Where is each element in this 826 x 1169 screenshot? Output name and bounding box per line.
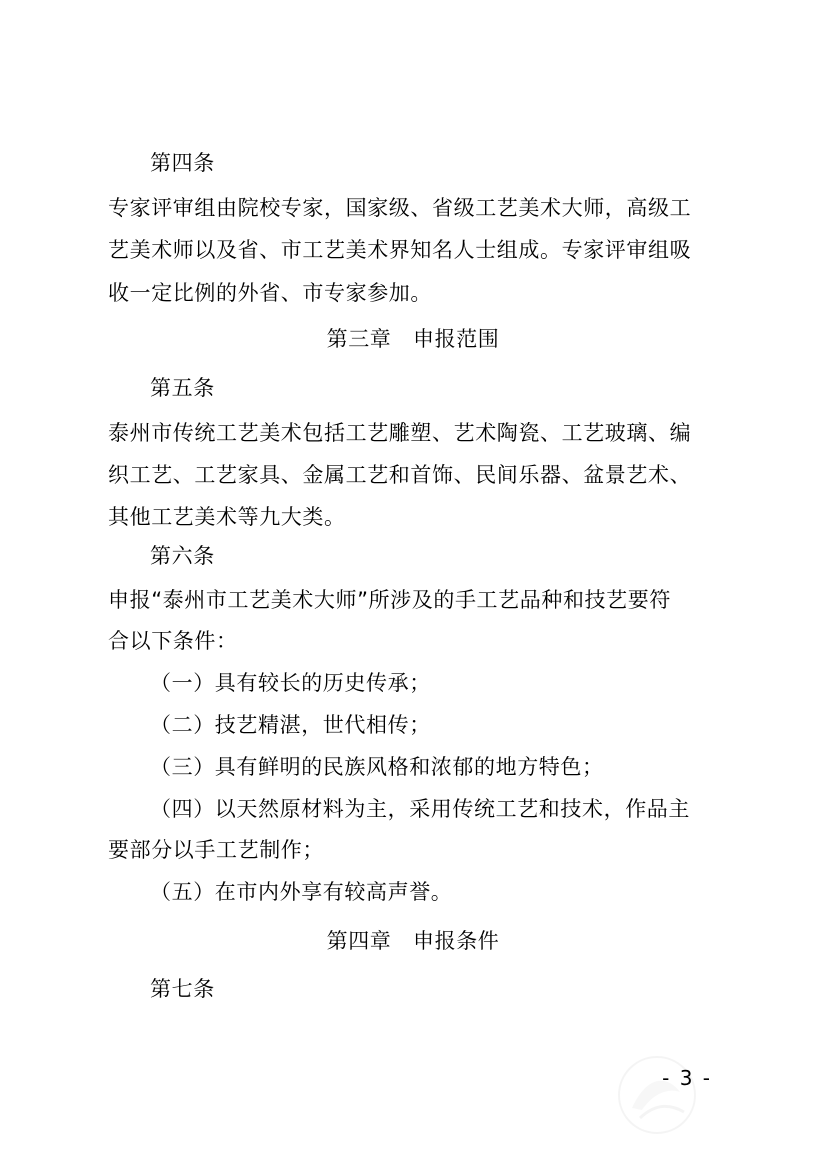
condition-item: （三）具有鲜明的民族风格和浓郁的地方特色；	[150, 755, 604, 779]
watermark-logo-icon	[612, 1050, 702, 1140]
condition-item: （四）以天然原材料为主，采用传统工艺和技术，作品主	[150, 797, 690, 821]
chapter-4-title: 第四章 申报条件	[326, 929, 500, 953]
condition-item: （二）技艺精湛，世代相传；	[150, 713, 431, 737]
article-6-text-line: 申报“泰州市工艺美术大师”所涉及的手工艺品种和技艺要符	[108, 588, 671, 612]
article-5-heading: 第五条	[150, 376, 215, 400]
condition-item: （五）在市内外享有较高声誉。	[150, 880, 453, 904]
article-4-text-line: 专家评审组由院校专家，国家级、省级工艺美术大师，高级工	[108, 196, 692, 220]
page-number: - 3 -	[662, 1066, 712, 1090]
chapter-3-title: 第三章 申报范围	[326, 327, 500, 351]
article-4-text-line: 收一定比例的外省、市专家参加。	[108, 281, 432, 305]
condition-item-continued: 要部分以手工艺制作；	[108, 838, 324, 862]
article-5-text-line: 织工艺、工艺家具、金属工艺和首饰、民间乐器、盆景艺术、	[108, 463, 692, 487]
article-4-heading: 第四条	[150, 151, 215, 175]
article-5-text-line: 泰州市传统工艺美术包括工艺雕塑、艺术陶瓷、工艺玻璃、编	[108, 421, 692, 445]
article-6-heading: 第六条	[150, 544, 215, 568]
article-5-text-line: 其他工艺美术等九大类。	[108, 505, 346, 529]
article-7-heading: 第七条	[150, 977, 215, 1001]
condition-item: （一）具有较长的历史传承；	[150, 671, 431, 695]
article-6-text-line: 合以下条件：	[108, 629, 238, 653]
article-4-text-line: 艺美术师以及省、市工艺美术界知名人士组成。专家评审组吸	[108, 238, 692, 262]
